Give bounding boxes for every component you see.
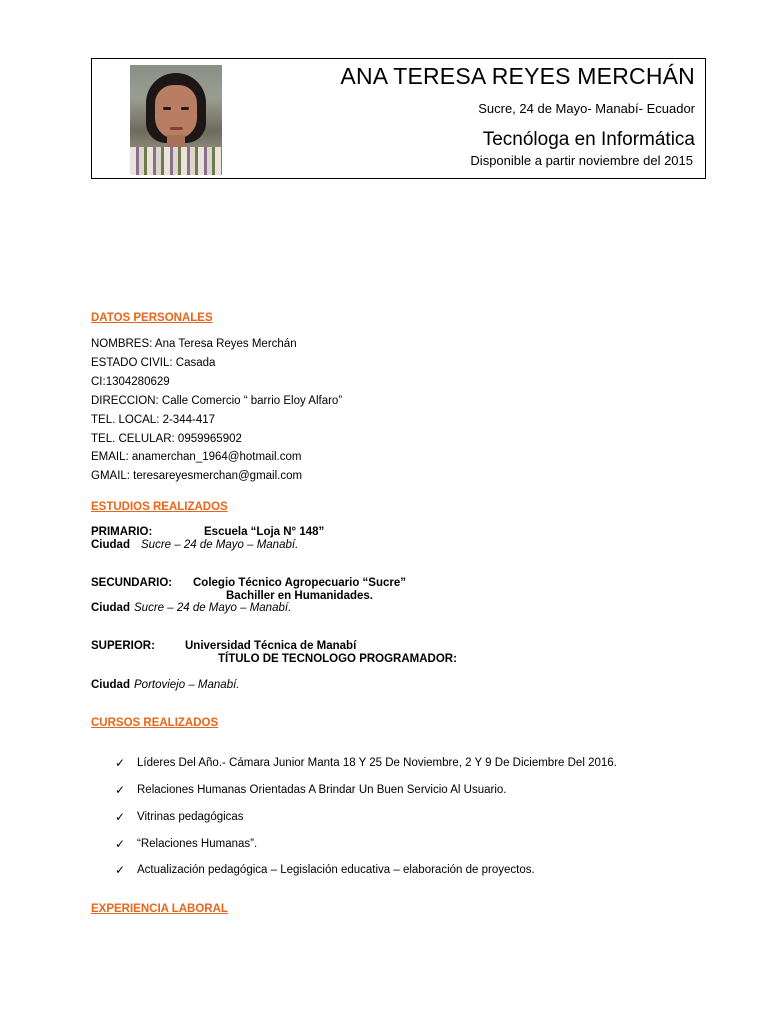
course-item: Actualización pedagógica – Legislación educativa – elaboración de proyectos.	[137, 864, 535, 876]
personal-phone: TEL. LOCAL: 2-344-417	[91, 414, 216, 426]
location: Sucre, 24 de Mayo- Manabí- Ecuador	[478, 101, 695, 116]
secondary-label: SECUNDARIO:	[91, 577, 173, 589]
personal-mobile: TEL. CELULAR: 0959965902	[91, 433, 242, 445]
superior-city-label: Ciudad	[91, 679, 130, 691]
personal-name: NOMBRES: Ana Teresa Reyes Merchán	[91, 338, 297, 350]
primary-city-label: Ciudad	[91, 539, 130, 551]
secondary-city: Sucre – 24 de Mayo – Manabí.	[134, 602, 292, 614]
profession: Tecnóloga en Informática	[482, 129, 695, 150]
primary-label: PRIMARIO:	[91, 526, 153, 538]
personal-address: DIRECCION: Calle Comercio “ barrio Eloy Alfaro”	[91, 395, 343, 407]
section-title-studies: ESTUDIOS REALIZADOS	[91, 501, 228, 513]
secondary-degree: Bachiller en Humanidades.	[226, 590, 373, 602]
primary-school: Escuela “Loja N° 148”	[204, 526, 325, 538]
profile-photo	[130, 65, 222, 175]
superior-city: Portoviejo – Manabí.	[134, 679, 240, 691]
primary-city: Sucre – 24 de Mayo – Manabí.	[141, 539, 299, 551]
course-item: Vitrinas pedagógicas	[137, 811, 244, 823]
course-item: Líderes Del Año.- Cámara Junior Manta 18 Y 25 De Noviembre, 2 Y 9 De Diciembre Del 2016.	[137, 757, 617, 769]
checkmark-icon: ✓	[115, 810, 126, 824]
personal-email: EMAIL: anamerchan_1964@hotmail.com	[91, 451, 302, 463]
checkmark-icon: ✓	[115, 783, 126, 797]
course-item: Relaciones Humanas Orientadas A Brindar Un Buen Servicio Al Usuario.	[137, 784, 507, 796]
course-item: “Relaciones Humanas”.	[137, 838, 258, 850]
superior-label: SUPERIOR:	[91, 640, 155, 652]
section-title-courses: CURSOS REALIZADOS	[91, 717, 219, 729]
checkmark-icon: ✓	[115, 837, 126, 851]
availability: Disponible a partir noviembre del 2015	[470, 153, 693, 168]
section-title-experience: EXPERIENCIA LABORAL	[91, 903, 228, 915]
superior-degree: TÍTULO DE TECNOLOGO PROGRAMADOR:	[218, 653, 457, 665]
superior-school: Universidad Técnica de Manabí	[185, 640, 357, 652]
personal-civil-status: ESTADO CIVIL: Casada	[91, 357, 216, 369]
checkmark-icon: ✓	[115, 863, 126, 877]
secondary-school: Colegio Técnico Agropecuario “Sucre”	[193, 577, 407, 589]
personal-gmail: GMAIL: teresareyesmerchan@gmail.com	[91, 470, 303, 482]
checkmark-icon: ✓	[115, 756, 126, 770]
personal-id: CI:1304280629	[91, 376, 170, 388]
cv-header	[91, 58, 706, 179]
secondary-city-label: Ciudad	[91, 602, 130, 614]
section-title-personal: DATOS PERSONALES	[91, 312, 213, 324]
full-name: ANA TERESA REYES MERCHÁN	[340, 63, 695, 89]
